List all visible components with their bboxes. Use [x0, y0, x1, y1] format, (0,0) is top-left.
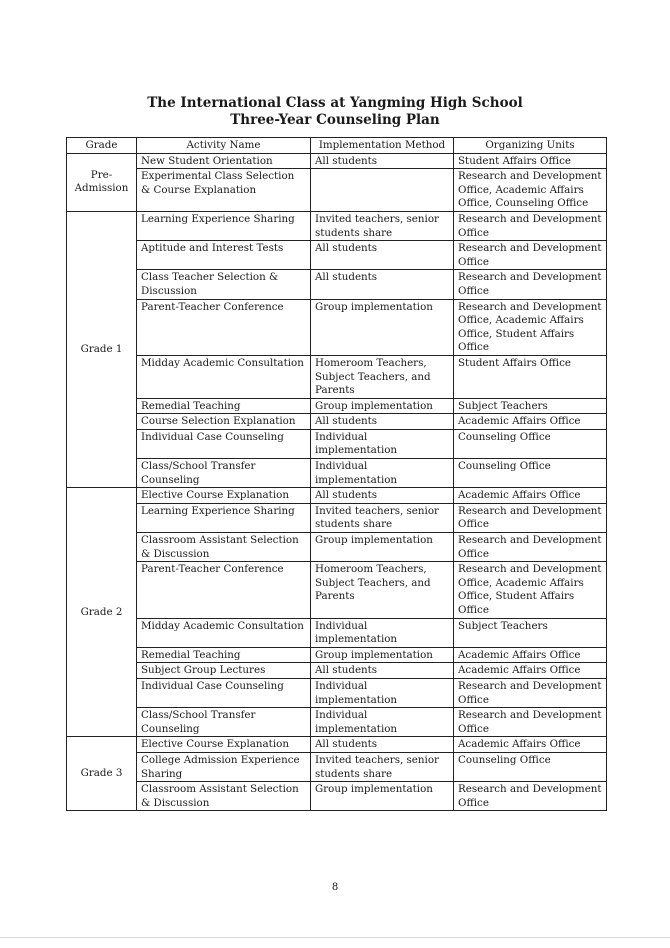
implementation-method-cell: All students [311, 488, 454, 504]
implementation-method-cell: Invited teachers, senior students share [311, 503, 454, 532]
implementation-method-cell: Individual implementation [311, 618, 454, 647]
organizing-units-cell: Academic Affairs Office [454, 488, 607, 504]
table-header-row [67, 138, 607, 154]
organizing-units-cell: Research and Development Office, Academic Affairs Office, Student Affairs Office [454, 299, 607, 355]
header-implementation-method: Implementation Method [311, 138, 454, 154]
table-row [67, 153, 607, 169]
table-row [67, 169, 607, 212]
activity-name-cell: Experimental Class Selection & Course Explanation [137, 169, 311, 212]
organizing-units-cell: Academic Affairs Office [454, 414, 607, 430]
activity-name-cell: Classroom Assistant Selection & Discussion [137, 533, 311, 562]
grade-cell: Grade 2 [67, 488, 137, 737]
implementation-method-cell [311, 169, 454, 212]
header-activity-name: Activity Name [137, 138, 311, 154]
organizing-units-cell: Research and Development Office [454, 211, 607, 240]
organizing-units-cell: Research and Development Office [454, 503, 607, 532]
table-row [67, 618, 607, 647]
activity-name-cell: Midday Academic Consultation [137, 618, 311, 647]
organizing-units-cell: Academic Affairs Office [454, 647, 607, 663]
organizing-units-cell: Research and Development Office [454, 241, 607, 270]
implementation-method-cell: Individual implementation [311, 708, 454, 737]
activity-name-cell: Class Teacher Selection & Discussion [137, 270, 311, 299]
implementation-method-cell: Homeroom Teachers, Subject Teachers, and Parents [311, 562, 454, 618]
organizing-units-cell: Research and Development Office [454, 533, 607, 562]
activity-name-cell: Learning Experience Sharing [137, 503, 311, 532]
header-organizing-units: Organizing Units [454, 138, 607, 154]
organizing-units-cell: Student Affairs Office [454, 153, 607, 169]
table-row [67, 429, 607, 458]
table-row [67, 708, 607, 737]
activity-name-cell: College Admission Experience Sharing [137, 752, 311, 781]
implementation-method-cell: All students [311, 153, 454, 169]
implementation-method-cell: All students [311, 270, 454, 299]
organizing-units-cell: Research and Development Office, Academic Affairs Office, Student Affairs Office [454, 562, 607, 618]
implementation-method-cell: Group implementation [311, 782, 454, 811]
organizing-units-cell: Academic Affairs Office [454, 737, 607, 753]
activity-name-cell: Parent-Teacher Conference [137, 299, 311, 355]
table-row [67, 503, 607, 532]
organizing-units-cell: Research and Development Office, Academic Affairs Office, Counseling Office [454, 169, 607, 212]
implementation-method-cell: Group implementation [311, 398, 454, 414]
activity-name-cell: Individual Case Counseling [137, 429, 311, 458]
grade-cell: Grade 1 [67, 211, 137, 487]
activity-name-cell: Aptitude and Interest Tests [137, 241, 311, 270]
grade-cell: Grade 3 [67, 737, 137, 811]
table-row [67, 270, 607, 299]
implementation-method-cell: All students [311, 663, 454, 679]
implementation-method-cell: Invited teachers, senior students share [311, 211, 454, 240]
title-line-1: The International Class at Yangming High School [147, 95, 523, 111]
organizing-units-cell: Academic Affairs Office [454, 663, 607, 679]
implementation-method-cell: Homeroom Teachers, Subject Teachers, and Parents [311, 355, 454, 398]
activity-name-cell: Class/School Transfer Counseling [137, 459, 311, 488]
implementation-method-cell: Group implementation [311, 533, 454, 562]
activity-name-cell: Remedial Teaching [137, 398, 311, 414]
implementation-method-cell: Group implementation [311, 299, 454, 355]
counseling-plan-table [66, 137, 607, 811]
activity-name-cell: Individual Case Counseling [137, 678, 311, 707]
organizing-units-cell: Research and Development Office [454, 270, 607, 299]
organizing-units-cell: Student Affairs Office [454, 355, 607, 398]
header-grade: Grade [67, 138, 137, 154]
table-row [67, 752, 607, 781]
activity-name-cell: Elective Course Explanation [137, 488, 311, 504]
activity-name-cell: Midday Academic Consultation [137, 355, 311, 398]
table-row [67, 647, 607, 663]
table-row [67, 533, 607, 562]
table-row [67, 459, 607, 488]
table-row [67, 414, 607, 430]
implementation-method-cell: Individual implementation [311, 459, 454, 488]
organizing-units-cell: Subject Teachers [454, 618, 607, 647]
table-row [67, 737, 607, 753]
implementation-method-cell: All students [311, 241, 454, 270]
organizing-units-cell: Counseling Office [454, 459, 607, 488]
activity-name-cell: Subject Group Lectures [137, 663, 311, 679]
table-row [67, 663, 607, 679]
implementation-method-cell: Invited teachers, senior students share [311, 752, 454, 781]
implementation-method-cell: Individual implementation [311, 429, 454, 458]
activity-name-cell: Elective Course Explanation [137, 737, 311, 753]
table-row [67, 562, 607, 618]
implementation-method-cell: Individual implementation [311, 678, 454, 707]
table-row [67, 782, 607, 811]
organizing-units-cell: Research and Development Office [454, 708, 607, 737]
activity-name-cell: Remedial Teaching [137, 647, 311, 663]
activity-name-cell: Classroom Assistant Selection & Discussion [137, 782, 311, 811]
activity-name-cell: Class/School Transfer Counseling [137, 708, 311, 737]
implementation-method-cell: Group implementation [311, 647, 454, 663]
document-title [0, 95, 670, 129]
table-row [67, 488, 607, 504]
activity-name-cell: Parent-Teacher Conference [137, 562, 311, 618]
implementation-method-cell: All students [311, 737, 454, 753]
title-line-2: Three-Year Counseling Plan [230, 112, 440, 128]
organizing-units-cell: Counseling Office [454, 429, 607, 458]
table-row [67, 241, 607, 270]
grade-cell: Pre- Admission [67, 153, 137, 211]
implementation-method-cell: All students [311, 414, 454, 430]
table-row [67, 355, 607, 398]
page-number: 8 [331, 882, 339, 893]
table-body [67, 153, 607, 811]
activity-name-cell: Course Selection Explanation [137, 414, 311, 430]
organizing-units-cell: Research and Development Office [454, 678, 607, 707]
activity-name-cell: Learning Experience Sharing [137, 211, 311, 240]
activity-name-cell: New Student Orientation [137, 153, 311, 169]
table-row [67, 678, 607, 707]
organizing-units-cell: Subject Teachers [454, 398, 607, 414]
organizing-units-cell: Counseling Office [454, 752, 607, 781]
organizing-units-cell: Research and Development Office [454, 782, 607, 811]
scan-edge-line [0, 937, 670, 938]
table-row [67, 299, 607, 355]
table-row [67, 211, 607, 240]
table-row [67, 398, 607, 414]
